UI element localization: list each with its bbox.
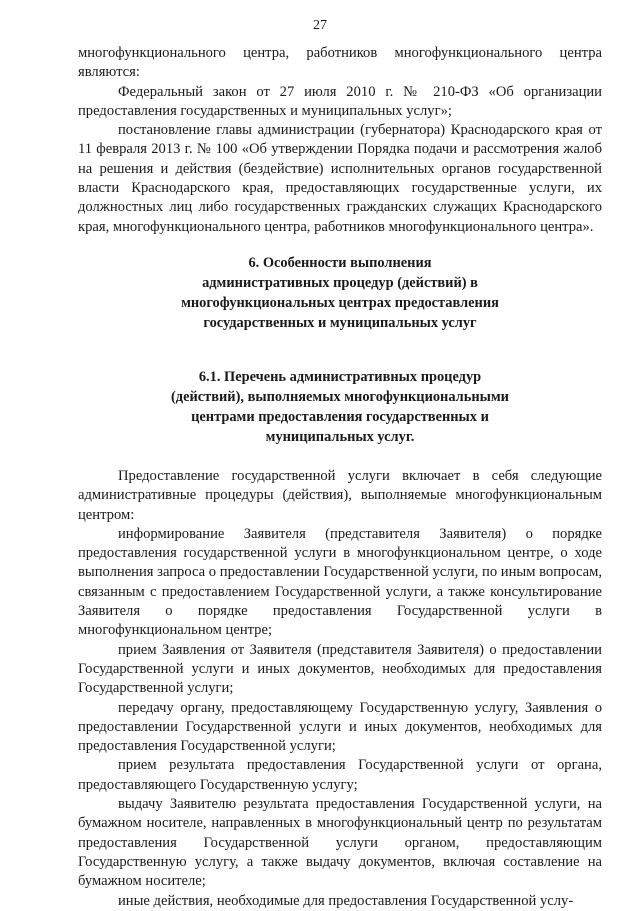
heading-line: муниципальных услуг. bbox=[265, 428, 415, 445]
heading-line: многофункциональных центрах предоставления bbox=[181, 294, 499, 311]
list-item-informing: информирование Заявителя (представителя Заявителя) о порядке предоставления государственной услуги в многофункциональном центре, о ходе выполнения запроса о предоставлении Государственной услуги, по иным вопросам, связанным с предоставлением Государственной услуги, а также консультирование Заявителя о порядке предоставления Государственной услуги в многофункциональном центре; bbox=[78, 525, 602, 639]
heading-line: 6.1. Перечень административных процедур bbox=[198, 368, 482, 385]
list-item-other-actions: иные действия, необходимые для предоставления Государственной услу- bbox=[118, 892, 574, 909]
heading-line: 6. Особенности выполнения bbox=[248, 254, 432, 271]
paragraph-resolution: постановление главы администрации (губернатора) Краснодарского края от 11 февраля 2013 г. № 100 «Об утверждении Порядка подачи и рассмотрения жалоб на решения и действия (бездействие) исполнительных органов государственной власти Краснодарского края, предоставляющих государственные услуги, их должностных лиц либо государственных гражданских служащих Краснодарского края, многофункционального центра, работников многофункционального центра». bbox=[78, 122, 602, 235]
list-item-result-intake: прием результата предоставления Государственной услуги от органа, предоставляющего Государственную услугу; bbox=[78, 757, 602, 793]
list-item-result-issuance: выдачу Заявителю результата предоставления Государственной услуги, на бумажном носителе, направленных в многофункциональный центр по результатам предоставления Государственной услуги органом, предоставляющим Государственную услугу, а также выдачу документов, включая составление на бумажном носителе; bbox=[78, 796, 602, 890]
paragraph-intro-continuation: многофункционального центра, работников многофункционального центра являются: bbox=[78, 45, 602, 81]
section-heading-6-1 bbox=[78, 367, 602, 447]
document-body bbox=[78, 44, 602, 911]
heading-line: административных процедур (действий) в bbox=[202, 274, 478, 291]
paragraph-procedures-intro: Предоставление государственной услуги включает в себя следующие административные процедуры (действия), выполняемые многофункциональным центром: bbox=[78, 467, 602, 523]
list-item-application-intake: прием Заявления от Заявителя (представителя Заявителя) о предоставлении Государственной услуги и иных документов, необходимых для предоставления Государственной услуги; bbox=[78, 641, 602, 697]
section-heading-6 bbox=[78, 253, 602, 333]
list-item-transfer-to-authority: передачу органу, предоставляющему Государственную услугу, Заявления о предоставлении Государственной услуги и иных документов, необходимых для предоставления Государственной услуги; bbox=[78, 699, 602, 755]
page-number: 27 bbox=[313, 18, 327, 33]
heading-line: (действий), выполняемых многофункциональными bbox=[171, 388, 509, 405]
heading-line: центрами предоставления государственных и bbox=[191, 408, 489, 425]
paragraph-federal-law: Федеральный закон от 27 июля 2010 г. № 210-ФЗ «Об организации предоставления государственных и муниципальных услуг»; bbox=[78, 83, 602, 119]
heading-line: государственных и муниципальных услуг bbox=[203, 314, 477, 331]
